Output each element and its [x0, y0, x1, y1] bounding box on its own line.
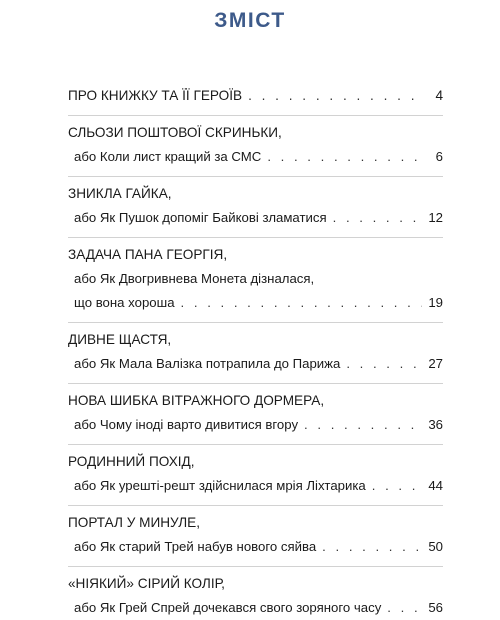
toc-entry[interactable] [68, 121, 443, 169]
page-number: 4 [435, 88, 443, 103]
toc-entry[interactable] [68, 84, 443, 108]
toc-entry[interactable] [68, 182, 443, 230]
toc-entry[interactable] [68, 243, 443, 315]
chapter-subtitle: або Чому іноді варто дивитися вгору [74, 417, 299, 432]
toc-entry[interactable] [68, 450, 443, 498]
chapter-title: «НІЯКИЙ» СІРИЙ КОЛІР, [68, 576, 225, 591]
chapter-subtitle: або Як Двогривнева Монета дізналася, [74, 271, 315, 286]
dot-leader [322, 535, 422, 559]
dot-leader [387, 596, 422, 620]
chapter-subtitle: або Як урешті-решт здійснилася мрія Ліхтарика [74, 478, 366, 493]
page-number: 12 [428, 210, 443, 225]
chapter-subtitle: або Як Грей Спрей дочекався свого зоряного часу [74, 600, 382, 615]
chapter-title: ПРО КНИЖКУ ТА ЇЇ ГЕРОЇВ [68, 88, 243, 103]
dot-leader [304, 413, 422, 437]
chapter-title: НОВА ШИБКА ВІТРАЖНОГО ДОРМЕРА, [68, 393, 325, 408]
table-of-contents [68, 84, 443, 620]
divider [68, 176, 443, 177]
dot-leader [372, 474, 423, 498]
page-number: 27 [428, 356, 443, 371]
dot-leader [181, 291, 423, 315]
divider [68, 115, 443, 116]
toc-entry[interactable] [68, 572, 443, 620]
dot-leader [248, 84, 423, 108]
dot-leader [333, 206, 423, 230]
divider [68, 444, 443, 445]
page-number: 6 [435, 149, 443, 164]
chapter-subtitle: або Як Пушок допоміг Байкові зламатися [74, 210, 327, 225]
chapter-title: ПОРТАЛ У МИНУЛЕ, [68, 515, 200, 530]
divider [68, 237, 443, 238]
page-title: ЗМІСТ [214, 9, 286, 32]
dot-leader [346, 352, 422, 376]
chapter-subtitle: або Коли лист кращий за СМС [74, 149, 262, 164]
chapter-title: ЗНИКЛА ГАЙКА, [68, 186, 172, 201]
toc-entry[interactable] [68, 511, 443, 559]
chapter-title: СЛЬОЗИ ПОШТОВОЇ СКРИНЬКИ, [68, 125, 282, 140]
chapter-title: ЗАДАЧА ПАНА ГЕОРГІЯ, [68, 247, 228, 262]
dot-leader [267, 145, 423, 169]
chapter-subtitle: що вона хороша [74, 295, 175, 310]
chapter-subtitle: або Як старий Трей набув нового сяйва [74, 539, 317, 554]
divider [68, 383, 443, 384]
chapter-title: РОДИННИЙ ПОХІД, [68, 454, 195, 469]
page-number: 56 [428, 600, 443, 615]
chapter-subtitle: або Як Мала Валізка потрапила до Парижа [74, 356, 341, 371]
chapter-title: ДИВНЕ ЩАСТЯ, [68, 332, 172, 347]
page-number: 36 [428, 417, 443, 432]
divider [68, 322, 443, 323]
toc-entry[interactable] [68, 328, 443, 376]
page-number: 19 [428, 295, 443, 310]
divider [68, 505, 443, 506]
page-number: 50 [428, 539, 443, 554]
divider [68, 566, 443, 567]
page-number: 44 [428, 478, 443, 493]
toc-entry[interactable] [68, 389, 443, 437]
